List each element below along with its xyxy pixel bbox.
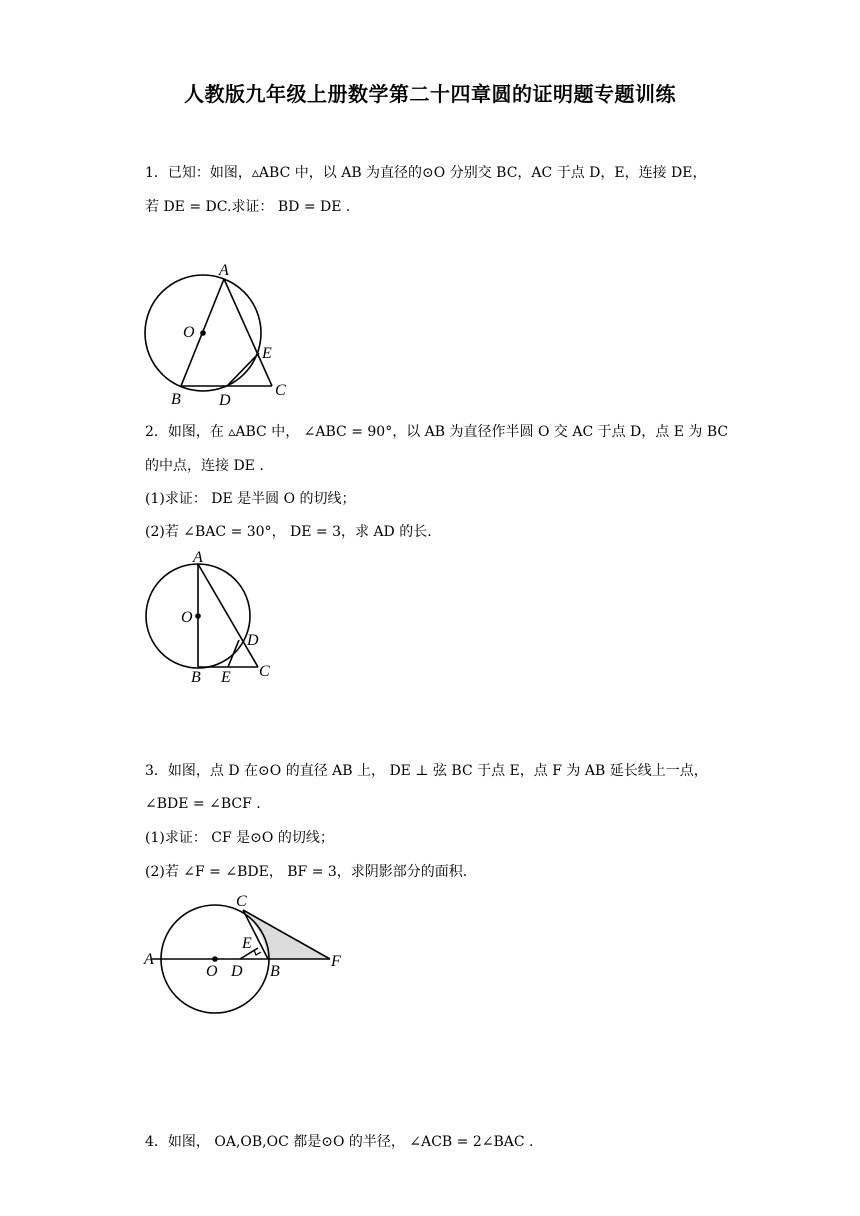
center-point-o [212,956,218,962]
label-a: A [193,549,203,566]
problem-3-line-1: 3．如图，点 D 在⊙O 的直径 AB 上， DE ⊥ 弦 BC 于点 E，点 F 为 AB 延长线上一点， [145,763,708,779]
label-o: O [183,324,195,341]
label-e: E [262,345,272,362]
problem-2-line-2: 的中点，连接 DE . [145,458,264,474]
label-d: D [219,392,231,409]
problem-1-line-1: 1．已知：如图，▵ABC 中，以 AB 为直径的⊙O 分别交 BC，AC 于点 D，E，连接 DE， [145,165,707,181]
label-c: C [275,382,286,399]
label-o: O [206,963,218,980]
label-f: F [331,953,341,970]
problem-2-line-4: (2)若 ∠BAC = 30°， DE = 3，求 AD 的长. [145,524,432,540]
label-c: C [259,663,270,680]
problem-2-line-1: 2．如图，在 ▵ABC 中， ∠ABC = 90°，以 AB 为直径作半圆 O 交 AC 于点 D，点 E 为 BC [145,424,729,440]
center-point-o [195,613,201,619]
label-a: A [144,951,154,968]
label-c: C [236,893,247,910]
label-b: B [191,669,201,686]
segment-de [228,640,239,667]
problem-1-figure [135,255,305,415]
center-point-o [200,330,206,336]
label-d: D [231,963,243,980]
problem-2-figure [135,548,285,688]
label-e: E [242,935,252,952]
side-ac [198,564,258,667]
label-o: O [181,609,193,626]
label-b: B [270,963,280,980]
label-d: D [247,632,259,649]
label-e: E [221,669,231,686]
problem-3-line-3: (1)求证： CF 是⊙O 的切线； [145,830,334,846]
right-angle-mark [254,950,261,955]
problem-2-line-3: (1)求证： DE 是半圆 O 的切线； [145,491,356,507]
problem-1-line-2: 若 DE = DC.求证： BD = DE . [145,199,351,215]
label-a: A [219,262,229,279]
problem-4-line-1: 4．如图， OA,OB,OC 都是⊙O 的半径， ∠ACB = 2∠BAC . [145,1134,534,1150]
problem-3-line-2: ∠BDE = ∠BCF . [145,796,261,812]
problem-3-line-4: (2)若 ∠F = ∠BDE， BF = 3，求阴影部分的面积. [145,864,468,880]
problem-3-figure [140,890,360,1020]
label-b: B [171,391,181,408]
segment-de [227,353,259,386]
page-title: 人教版九年级上册数学第二十四章圆的证明题专题训练 [184,82,676,106]
